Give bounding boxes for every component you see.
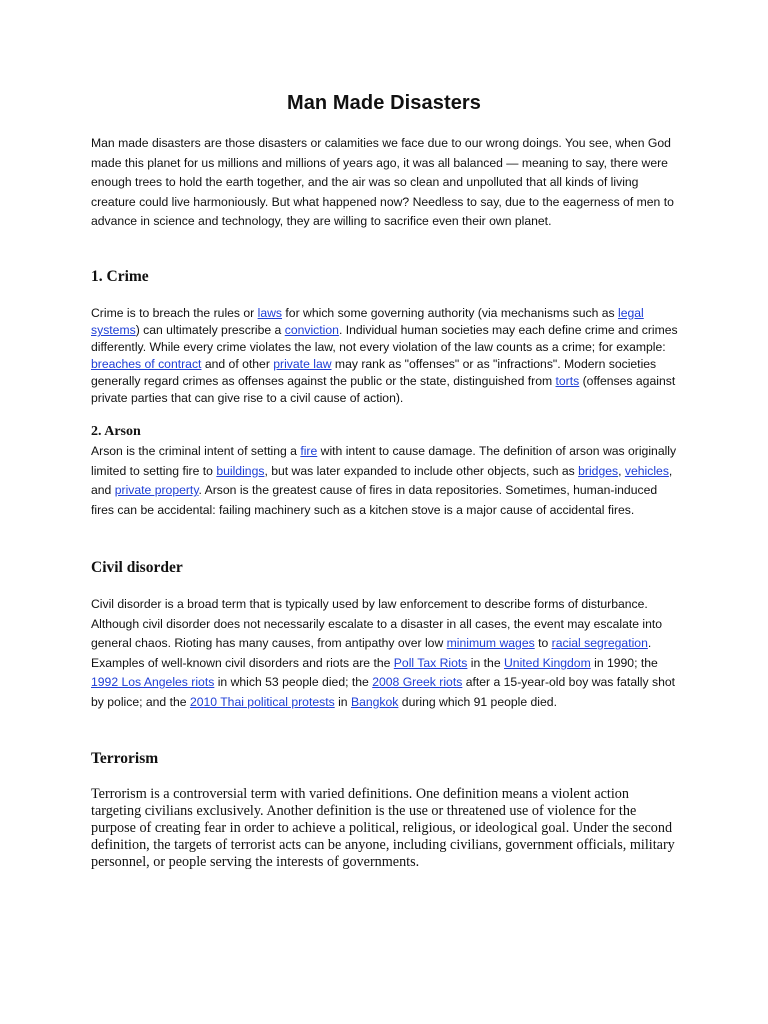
link-bridges[interactable]: bridges	[578, 463, 619, 478]
arson-text: ,	[618, 463, 625, 478]
arson-heading: 2. Arson	[91, 424, 141, 439]
crime-heading: 1. Crime	[91, 268, 149, 285]
link-buildings[interactable]: buildings	[216, 463, 265, 478]
civil-text: in which 53 people died; the	[214, 675, 373, 689]
link-bangkok[interactable]: Bangkok	[350, 694, 399, 709]
crime-text: and of other	[201, 357, 274, 371]
link-poll-tax-riots[interactable]: Poll Tax Riots	[393, 655, 468, 670]
civil-text: in the	[467, 655, 504, 670]
arson-paragraph	[91, 442, 679, 520]
arson-text: Arson is the criminal intent of setting a	[91, 444, 301, 458]
arson-text: , but was later expanded to include other objects, such as	[264, 463, 579, 478]
civil-text: in 1990; the	[590, 655, 658, 670]
link-vehicles[interactable]: vehicles	[624, 463, 669, 478]
crime-text: may rank as "offenses" or as "infractions". Modern societies generally regard crimes as offenses against the public or the state, distinguished from	[91, 357, 657, 388]
link-1992-los-angeles-riots[interactable]: 1992 Los Angeles riots	[91, 675, 215, 689]
civil-disorder-heading: Civil disorder	[91, 559, 183, 576]
civil-text: Civil disorder is a broad term that is typically used by law enforcement to describe forms of disturbance. Although civil disorder does not necessarily escalate to a disaster in all cases, the event may escalate into general chaos. Rioting has many causes, from antipathy over low	[91, 597, 663, 650]
crime-text: ) can ultimately prescribe a	[135, 323, 285, 337]
crime-text: for which some governing authority (via mechanisms such as	[282, 306, 619, 320]
crime-text: (offenses against private parties that can give rise to a civil cause of action).	[91, 374, 676, 405]
link-racial-segregation[interactable]: racial segregation	[551, 636, 648, 650]
crime-text: . Individual human societies may each define crime and crimes differently. While every crime violates the law, not every violation of the law counts as a crime; for example:	[91, 323, 678, 354]
civil-text: after a 15-year-old boy was fatally shot by police; and the	[91, 675, 676, 709]
civil-disorder-paragraph	[91, 595, 679, 712]
link-private-law[interactable]: private law	[273, 357, 332, 371]
civil-text: during which 91 people died.	[398, 694, 557, 709]
arson-text: , and	[91, 463, 673, 497]
link-private-property[interactable]: private property	[114, 483, 199, 497]
arson-text: with intent to cause damage. The definition of arson was originally limited to setting fire to	[91, 444, 677, 478]
arson-text: . Arson is the greatest cause of fires in data repositories. Sometimes, human-induced fires can be accidental: failing machinery such as a kitchen stove is a major cause of accidental fires.	[91, 483, 658, 517]
link-laws[interactable]: laws	[257, 306, 283, 320]
link-fire[interactable]: fire	[300, 444, 318, 458]
document-title: Man Made Disasters	[286, 92, 482, 114]
terrorism-paragraph: Terrorism is a controversial term with varied definitions. One definition means a violent action targeting civilians exclusively. Another definition is the use or threatened use of violence for the purpose of creating fear in order to achieve a political, religious, or ideological goal. Under the second definition, the targets of terrorist acts can be anyone, including civilians, government officials, military personnel, or people serving the interests of governments.	[91, 786, 675, 870]
link-conviction[interactable]: conviction	[284, 323, 339, 337]
link-minimum-wages[interactable]: minimum wages	[446, 636, 535, 650]
link-breaches-of-contract[interactable]: breaches of contract	[91, 357, 202, 371]
civil-text: in	[334, 694, 351, 709]
civil-text: to	[534, 636, 552, 650]
link-legal-systems[interactable]: legal systems	[91, 306, 644, 337]
link-2010-thai-political-protests[interactable]: 2010 Thai political protests	[189, 694, 335, 709]
intro-paragraph: Man made disasters are those disasters or calamities we face due to our wrong doings. You see, when God made this planet for us millions and millions of years ago, it was all balanced — meaning to say, there were enough trees to hold the earth together, and the air was so clean and unpolluted that all kinds of living creature could live harmoniously. But what happened now? Needless to say, due to the eagerness of men to advance in science and technology, they are willing to sacrifice even their own planet.	[91, 136, 674, 228]
civil-text: . Examples of well-known civil disorders and riots are the	[91, 636, 652, 670]
crime-text: Crime is to breach the rules or	[91, 306, 258, 320]
terrorism-heading: Terrorism	[91, 750, 159, 767]
link-united-kingdom[interactable]: United Kingdom	[504, 655, 591, 670]
crime-paragraph	[91, 305, 679, 407]
link-2008-greek-riots[interactable]: 2008 Greek riots	[372, 675, 463, 689]
link-torts[interactable]: torts	[555, 374, 580, 388]
